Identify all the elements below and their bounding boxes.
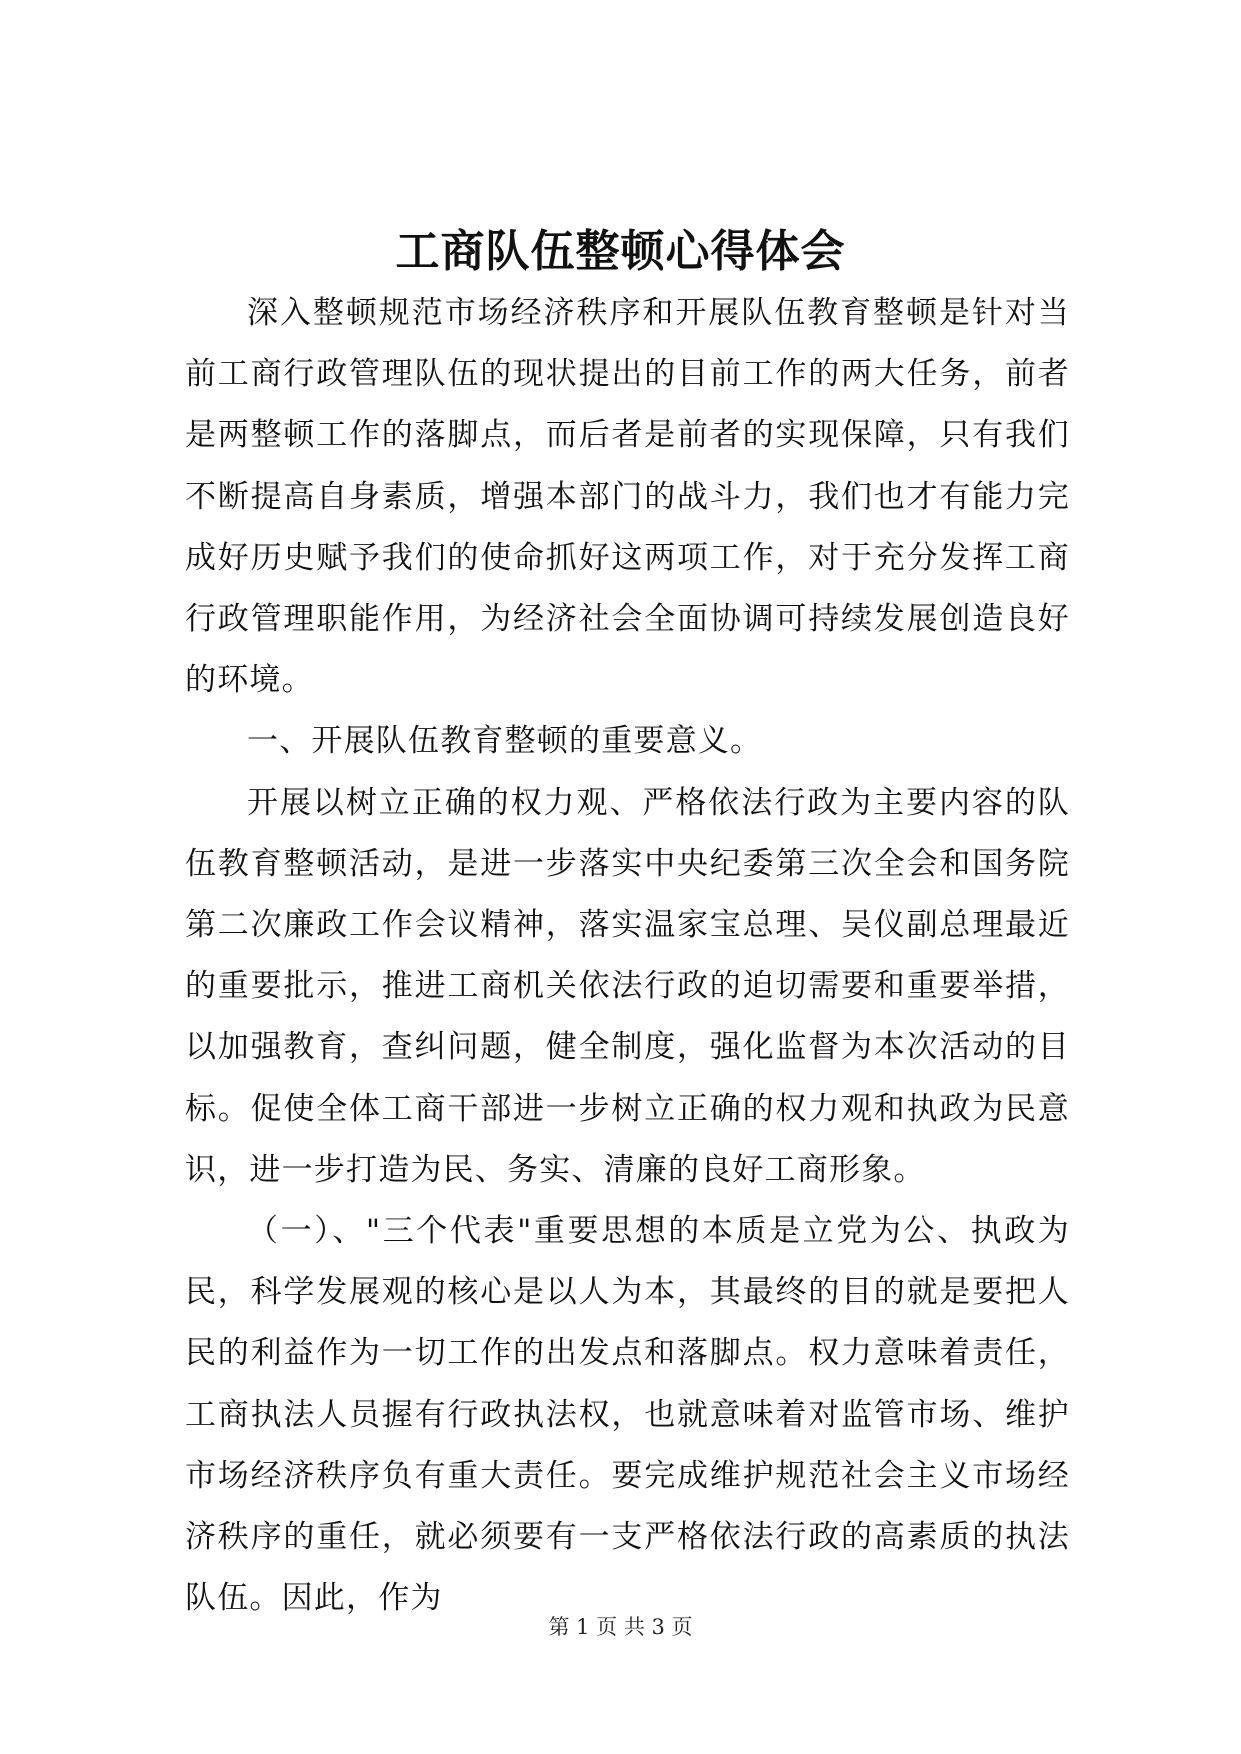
- page-footer: 第 1 页 共 3 页: [548, 1615, 693, 1639]
- paragraph-section-heading: 一、开展队伍教育整顿的重要意义。: [247, 723, 763, 760]
- document-title: 工商队伍整顿心得体会: [395, 226, 846, 277]
- document-body: [185, 283, 1070, 1629]
- paragraph-significance: 开展以树立正确的权力观、严格依法行政为主要内容的队伍教育整顿活动，是进一步落实中央纪委第三次全会和国务院第二次廉政工作会议精神，落实温家宝总理、吴仪副总理最近的重要批示，推进工商机关依法行政的迫切需要和重要举措，以加强教育，查纠问题，健全制度，强化监督为本次活动的目标。促使全体工商干部进一步树立正确的权力观和执政为民意识，进一步打造为民、务实、清廉的良好工商形象。: [185, 784, 1070, 1188]
- paragraph-subsection-one: （一）、"三个代表"重要思想的本质是立党为公、执政为民，科学发展观的核心是以人为本，其最终的目的就是要把人民的利益作为一切工作的出发点和落脚点。权力意味着责任，工商执法人员握有行政执法权，也就意味着对监管市场、维护市场经济秩序负有重大责任。要完成维护规范社会主义市场经济秩序的重任，就必须要有一支严格依法行政的高素质的执法队伍。因此，作为: [185, 1213, 1070, 1617]
- paragraph-intro: 深入整顿规范市场经济秩序和开展队伍教育整顿是针对当前工商行政管理队伍的现状提出的目前工作的两大任务，前者是两整顿工作的落脚点，而后者是前者的实现保障，只有我们不断提高自身素质，增强本部门的战斗力，我们也才有能力完成好历史赋予我们的使命抓好这两项工作，对于充分发挥工商行政管理职能作用，为经济社会全面协调可持续发展创造良好的环境。: [185, 295, 1070, 699]
